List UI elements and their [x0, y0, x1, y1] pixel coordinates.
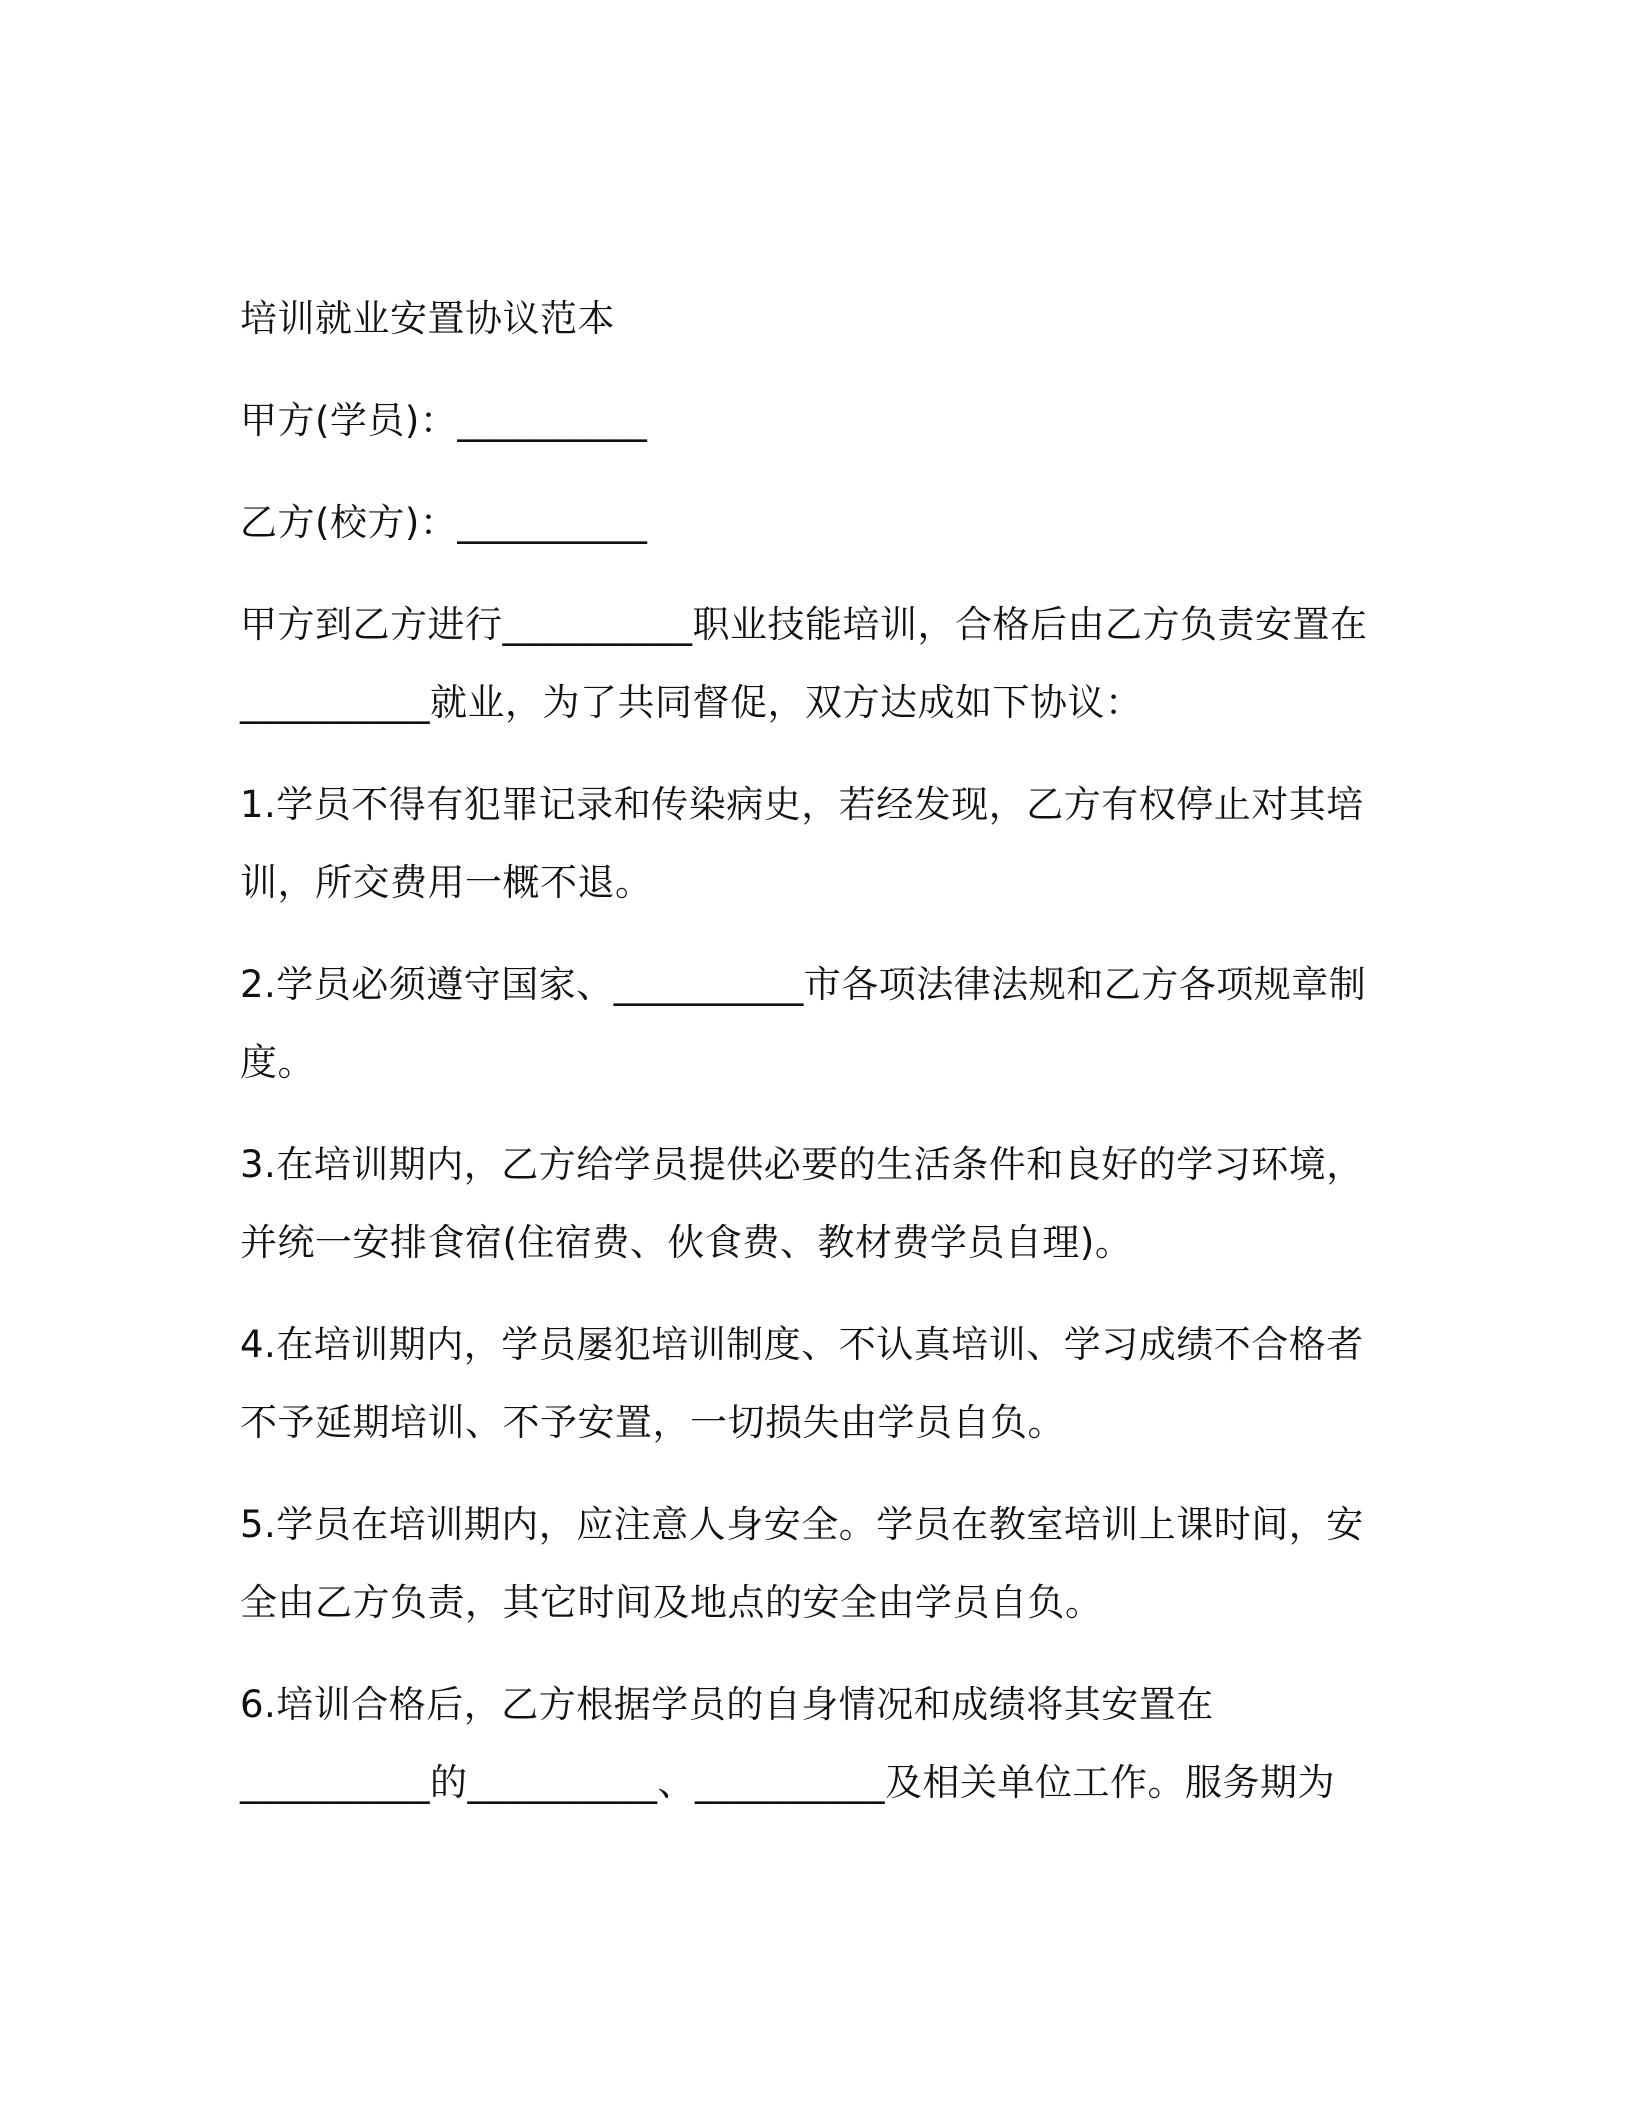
clause-1-line-1: 1.学员不得有犯罪记录和传染病史，若经发现，乙方有权停止对其培	[240, 783, 1364, 826]
document-title: 培训就业安置协议范本	[240, 297, 615, 340]
clause-2-line-2: 度。	[240, 1041, 315, 1084]
party-a-line: 甲方(学员)：__________	[240, 399, 648, 442]
clause-4-line-2: 不予延期培训、不予安置，一切损失由学员自负。	[240, 1401, 1065, 1444]
clause-6-line-1: 6.培训合格后，乙方根据学员的自身情况和成绩将其安置在	[240, 1683, 1214, 1726]
clause-2-line-1: 2.学员必须遵守国家、__________市各项法律法规和乙方各项规章制	[240, 963, 1367, 1006]
clause-1-line-2: 训，所交费用一概不退。	[240, 861, 653, 904]
clause-4-line-1: 4.在培训期内，学员屡犯培训制度、不认真培训、学习成绩不合格者	[240, 1323, 1364, 1366]
clause-5-line-2: 全由乙方负责，其它时间及地点的安全由学员自负。	[240, 1581, 1103, 1624]
clause-5-line-1: 5.学员在培训期内，应注意人身安全。学员在教室培训上课时间，安	[240, 1503, 1364, 1546]
intro-line-2: __________就业，为了共同督促，双方达成如下协议：	[240, 681, 1143, 724]
clause-3-line-1: 3.在培训期内，乙方给学员提供必要的生活条件和良好的学习环境，	[240, 1143, 1364, 1186]
clause-6-line-2: __________的__________、__________及相关单位工作。服务期为	[240, 1761, 1335, 1804]
clause-3-line-2: 并统一安排食宿(住宿费、伙食费、教材费学员自理)。	[240, 1221, 1133, 1264]
intro-line-1: 甲方到乙方进行__________职业技能培训，合格后由乙方负责安置在	[240, 603, 1368, 646]
party-b-line: 乙方(校方)：__________	[240, 501, 648, 544]
